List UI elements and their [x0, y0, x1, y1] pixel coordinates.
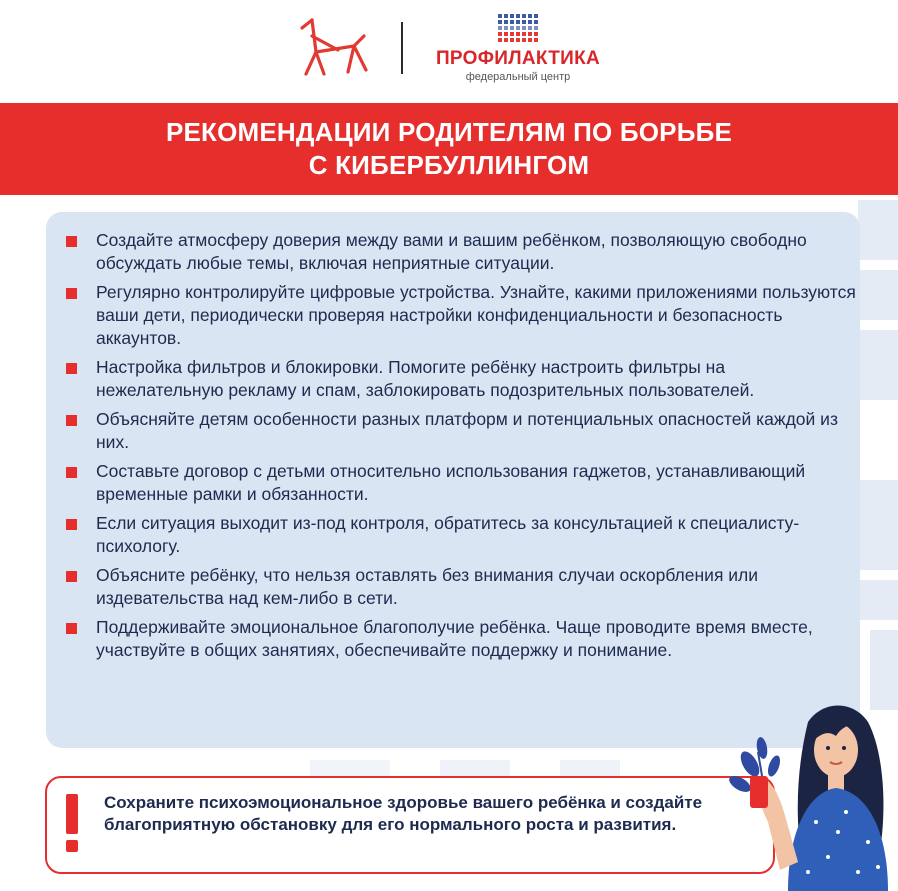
square-bullet-icon — [66, 571, 77, 582]
banner-title-line-2: С КИБЕРБУЛЛИНГОМ — [308, 150, 590, 180]
list-item-text: Настройка фильтров и блокировки. Помогите ребёнку настроить фильтры на нежелательную рекламу и спам, заблокировать подозрительных пользователей. — [96, 357, 755, 400]
list-item — [66, 356, 856, 402]
square-bullet-icon — [66, 415, 77, 426]
banner-title-line-1: РЕКОМЕНДАЦИИ РОДИТЕЛЯМ ПО БОРЬБЕ — [165, 117, 733, 147]
list-item — [66, 512, 856, 558]
square-bullet-icon — [66, 363, 77, 374]
list-item — [66, 564, 856, 610]
list-item-text: Если ситуация выходит из-под контроля, обратитесь за консультацией к специалисту-психологу. — [96, 513, 800, 556]
callout-text: Сохраните психоэмоциональное здоровье вашего ребёнка и создайте благоприятную обстановку для его нормального роста и развития. — [104, 793, 703, 834]
square-bullet-icon — [66, 236, 77, 247]
list-item-text: Объясняйте детям особенности разных платформ и потенциальных опасностей каждой из них. — [96, 409, 838, 452]
chair-logo-icon — [298, 16, 374, 78]
list-item-text: Регулярно контролируйте цифровые устройства. Узнайте, какими приложениями пользуются ваши дети, периодически проверяя настройки конфиденциальности и безопасность аккаунтов. — [96, 282, 856, 348]
square-bullet-icon — [66, 623, 77, 634]
logo-name: ПРОФИЛАКТИКА — [435, 48, 601, 69]
woman-with-phone-illustration — [728, 692, 898, 891]
list-item-text: Поддерживайте эмоциональное благополучие ребёнка. Чаще проводите время вместе, участвуйте в общих занятиях, обеспечивайте поддержку и понимание. — [96, 617, 813, 660]
list-item — [66, 460, 856, 506]
list-item — [66, 408, 856, 454]
square-bullet-icon — [66, 467, 77, 478]
title-banner — [0, 103, 898, 195]
exclamation-dot-icon — [66, 840, 78, 852]
list-item-text: Создайте атмосферу доверия между вами и вашим ребёнком, позволяющую свободно обсуждать любые темы, включая неприятные ситуации. — [96, 230, 807, 273]
square-bullet-icon — [66, 288, 77, 299]
recommendations-list — [66, 229, 856, 668]
list-item — [66, 281, 856, 350]
list-item — [66, 616, 856, 662]
exclamation-icon — [66, 794, 78, 834]
list-item — [66, 229, 856, 275]
list-item-text: Объясните ребёнку, что нельзя оставлять без внимания случаи оскорбления или издевательства над кем-либо в сети. — [96, 565, 759, 608]
square-bullet-icon — [66, 519, 77, 530]
list-item-text: Составьте договор с детьми относительно использования гаджетов, устанавливающий временные рамки и обязанности. — [96, 461, 806, 504]
grid-logo-icon — [496, 12, 540, 46]
logo-subtitle: федеральный центр — [465, 71, 571, 83]
logo-divider — [401, 22, 403, 74]
